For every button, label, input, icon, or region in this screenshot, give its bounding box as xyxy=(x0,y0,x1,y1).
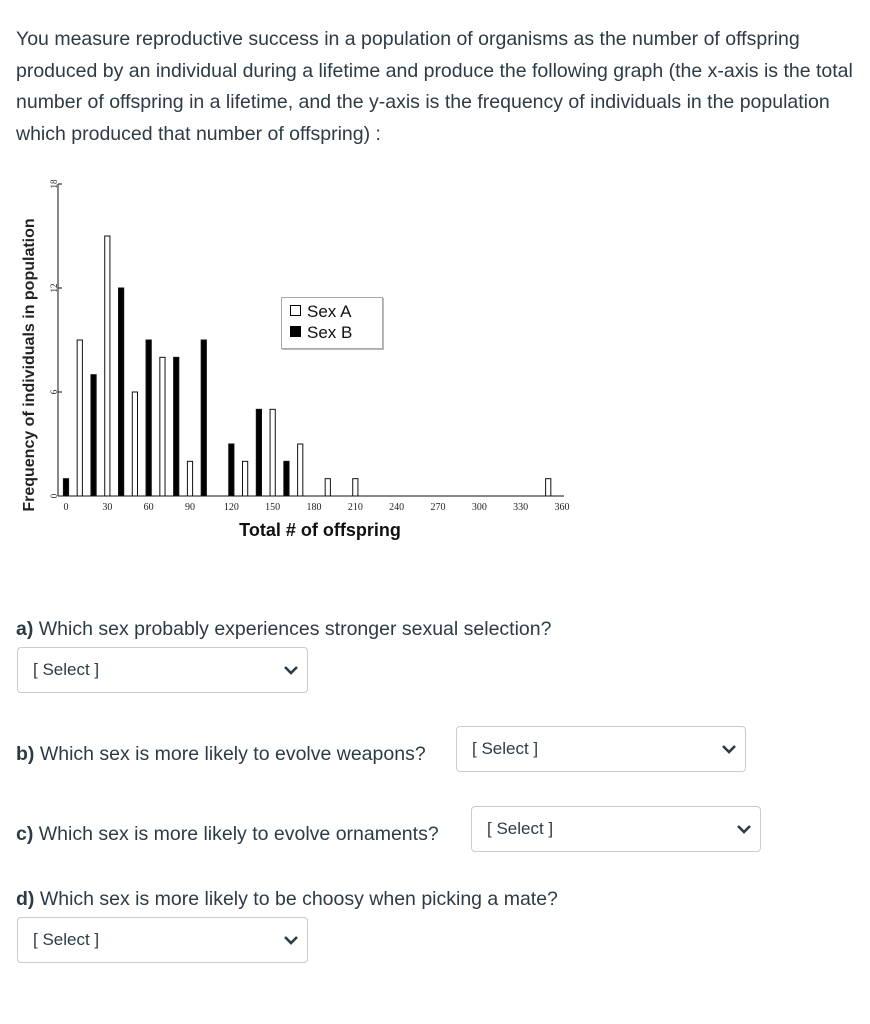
chevron-down-icon xyxy=(283,662,299,678)
question-c-text: Which sex is more likely to evolve ornaments? xyxy=(38,823,439,845)
question-a xyxy=(16,618,551,641)
question-a-label: a) xyxy=(16,618,34,640)
question-b xyxy=(16,743,426,766)
offspring-histogram xyxy=(10,170,600,550)
bar-sex-b xyxy=(229,444,234,496)
bar-sex-a xyxy=(132,392,137,496)
chart-svg xyxy=(10,170,600,550)
question-d xyxy=(16,888,558,911)
bar-sex-b xyxy=(91,375,96,496)
bar-sex-b xyxy=(119,288,124,496)
bar-sex-a xyxy=(105,236,110,496)
question-b-text: Which sex is more likely to evolve weapons? xyxy=(39,743,426,765)
bar-sex-a xyxy=(77,340,82,496)
y-tick-label: 18 xyxy=(49,179,59,189)
legend-swatch-sex-a xyxy=(290,305,301,316)
x-tick-label: 360 xyxy=(554,502,570,513)
answer-c-select[interactable] xyxy=(471,806,761,852)
chevron-down-icon xyxy=(283,932,299,948)
x-tick-label: 270 xyxy=(430,502,446,513)
chevron-down-icon xyxy=(721,741,737,757)
question-intro: You measure reproductive success in a population of organisms as the number of offspring produced by an individual during a lifetime and produce the following graph (the x-axis is the total number of offspring in a lifetime, and the y-axis is the frequency of individuals in the population which produced that number of offspring) : xyxy=(16,28,853,145)
bar-sex-b xyxy=(63,479,68,496)
legend-item-sex-a xyxy=(290,302,351,322)
bar-sex-a xyxy=(160,357,165,496)
bar-sex-a xyxy=(187,461,192,496)
x-axis-title: Total # of offspring xyxy=(239,520,401,540)
bar-sex-a xyxy=(243,461,248,496)
question-d-text: Which sex is more likely to be choosy when picking a mate? xyxy=(39,888,558,910)
y-tick-label: 0 xyxy=(49,493,59,499)
question-c xyxy=(16,823,439,846)
x-tick-label: 180 xyxy=(306,502,322,513)
x-tick-label: 120 xyxy=(223,502,239,513)
answer-c-value: [ Select ] xyxy=(487,819,554,838)
bar-sex-a xyxy=(270,409,275,496)
question-d-label: d) xyxy=(16,888,35,910)
bar-sex-b xyxy=(201,340,206,496)
bar-sex-b xyxy=(284,461,289,496)
chart-legend xyxy=(281,297,383,349)
x-tick-label: 60 xyxy=(143,502,154,513)
legend-label-sex-a: Sex A xyxy=(307,302,352,321)
answer-b-value: [ Select ] xyxy=(472,739,539,758)
answer-a-select[interactable] xyxy=(17,647,308,693)
bar-sex-a xyxy=(353,479,358,496)
bar-sex-b xyxy=(256,409,261,496)
question-a-text: Which sex probably experiences stronger sexual selection? xyxy=(38,618,552,640)
x-tick-label: 210 xyxy=(347,502,363,513)
question-c-label: c) xyxy=(16,823,34,845)
x-tick-label: 30 xyxy=(102,502,113,513)
x-tick-label: 0 xyxy=(63,502,69,513)
y-tick-label: 6 xyxy=(49,389,59,395)
y-axis-title: Frequency of individuals in population xyxy=(21,218,38,512)
x-tick-label: 240 xyxy=(389,502,405,513)
x-tick-label: 330 xyxy=(513,502,529,513)
legend-label-sex-b: Sex B xyxy=(307,323,353,342)
x-tick-label: 90 xyxy=(185,502,195,513)
question-b-label: b) xyxy=(16,743,35,765)
x-tick-label: 300 xyxy=(471,502,487,513)
bar-sex-a xyxy=(546,479,551,496)
bar-sex-b xyxy=(174,357,179,496)
bar-sex-b xyxy=(146,340,151,496)
y-tick-label: 12 xyxy=(49,283,59,293)
answer-d-value: [ Select ] xyxy=(33,930,100,949)
answer-d-select[interactable] xyxy=(17,917,308,963)
chevron-down-icon xyxy=(736,821,752,837)
bar-sex-a xyxy=(325,479,330,496)
legend-swatch-sex-b xyxy=(290,326,301,337)
x-tick-label: 150 xyxy=(265,502,281,513)
answer-b-select[interactable] xyxy=(456,726,746,772)
bar-sex-a xyxy=(298,444,303,496)
legend-item-sex-b xyxy=(290,323,352,343)
answer-a-value: [ Select ] xyxy=(33,660,100,679)
